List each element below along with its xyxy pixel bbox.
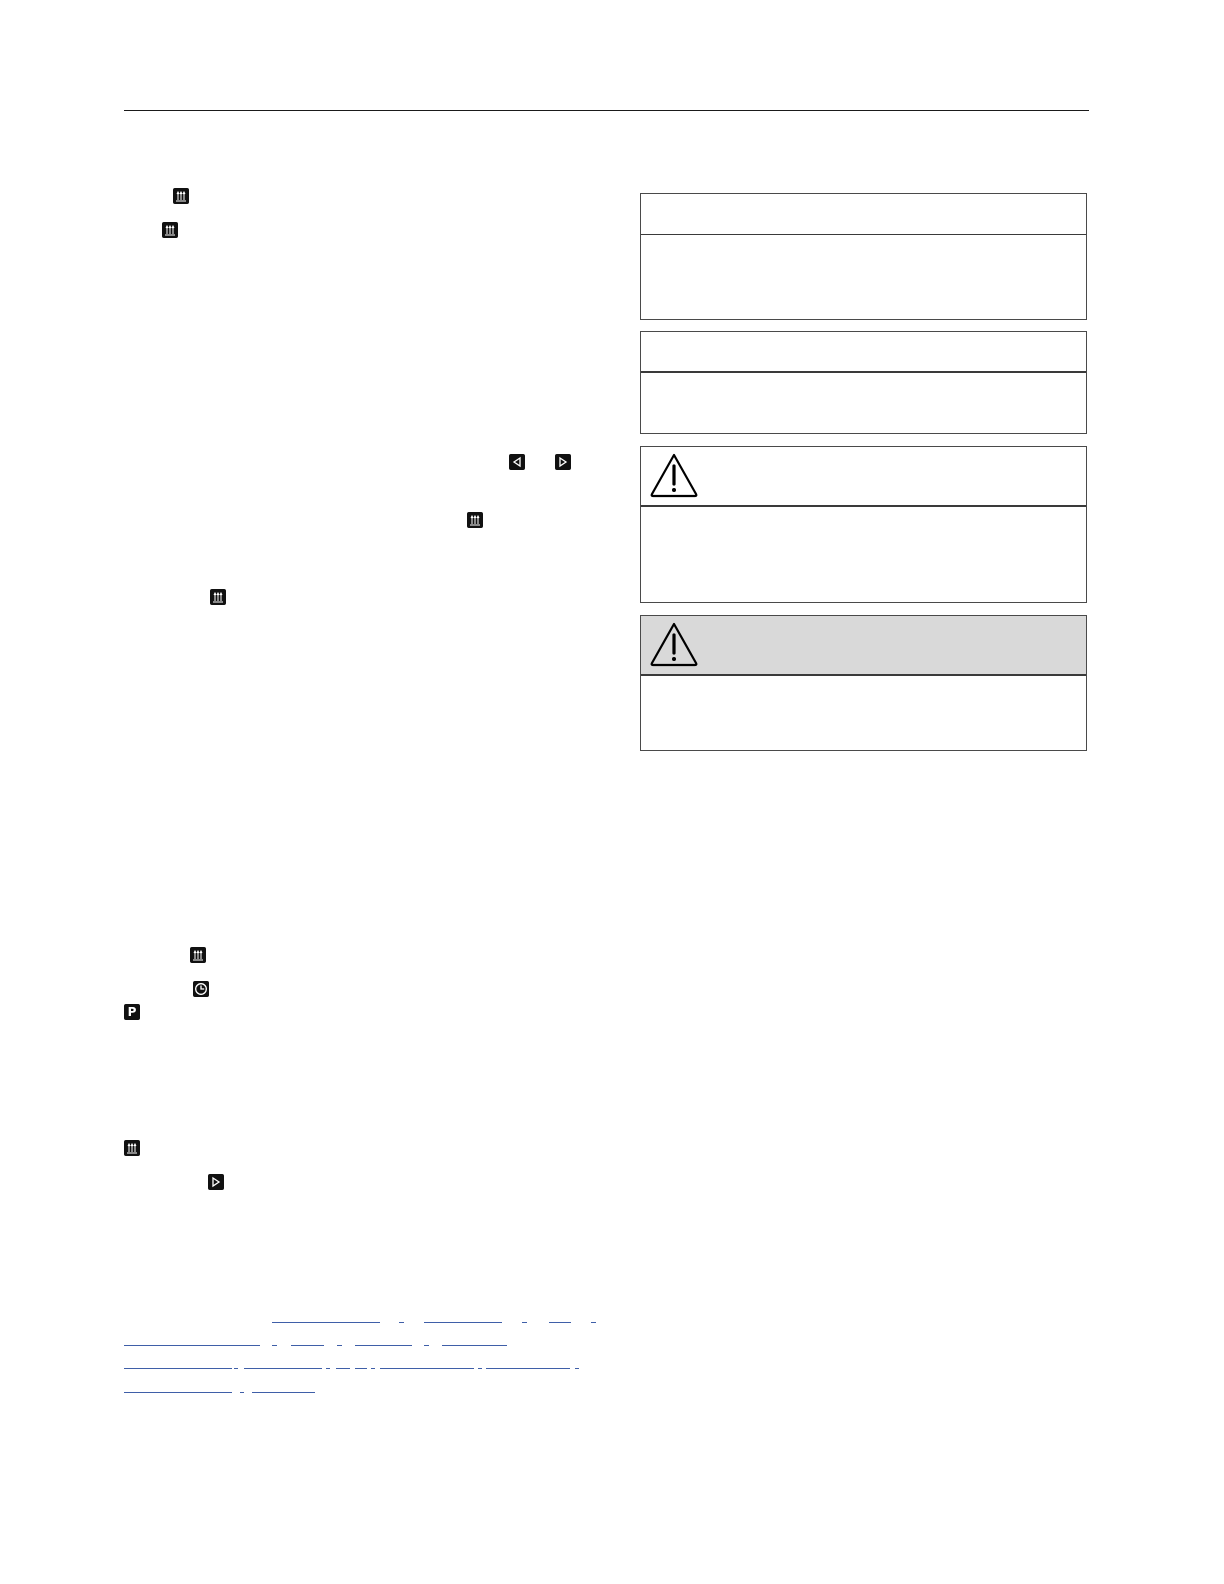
p-key-icon — [124, 1004, 140, 1020]
arrow-left-icon — [509, 454, 525, 470]
warning-triangle-icon — [649, 452, 699, 498]
arrow-right-icon — [208, 1174, 224, 1190]
link[interactable] — [424, 1322, 502, 1323]
link[interactable] — [272, 1345, 277, 1346]
link[interactable] — [252, 1392, 315, 1393]
header-rule — [124, 110, 1089, 111]
link[interactable] — [291, 1345, 324, 1346]
link[interactable] — [380, 1368, 474, 1369]
link[interactable] — [371, 1368, 375, 1369]
heat-tray-icon — [162, 222, 178, 238]
heat-tray-icon — [173, 188, 189, 204]
p-key-label: P — [127, 1005, 137, 1019]
link[interactable] — [124, 1345, 260, 1346]
link[interactable] — [478, 1368, 482, 1369]
note-box-2-header — [641, 332, 1086, 373]
link[interactable] — [124, 1368, 232, 1369]
note-box-1 — [640, 193, 1087, 320]
caution-box-header — [641, 447, 1086, 507]
link[interactable] — [591, 1322, 596, 1323]
link[interactable] — [336, 1368, 350, 1369]
link[interactable] — [522, 1322, 527, 1323]
warning-box-header — [641, 616, 1086, 676]
clock-icon — [193, 981, 209, 997]
caution-box — [640, 446, 1087, 603]
heat-tray-icon — [467, 512, 483, 528]
link[interactable] — [549, 1322, 571, 1323]
note-box-1-header — [641, 194, 1086, 235]
link[interactable] — [486, 1368, 570, 1369]
link[interactable] — [244, 1368, 322, 1369]
link[interactable] — [240, 1392, 244, 1393]
link[interactable] — [442, 1345, 507, 1346]
link[interactable] — [272, 1322, 380, 1323]
arrow-right-icon — [555, 454, 571, 470]
link[interactable] — [399, 1322, 404, 1323]
heat-tray-icon — [124, 1140, 140, 1156]
link[interactable] — [355, 1345, 412, 1346]
link[interactable] — [424, 1345, 429, 1346]
link[interactable] — [355, 1368, 367, 1369]
note-box-2 — [640, 331, 1087, 434]
link[interactable] — [124, 1392, 232, 1393]
link[interactable] — [326, 1368, 330, 1369]
link[interactable] — [234, 1368, 238, 1369]
heat-tray-icon — [210, 589, 226, 605]
link[interactable] — [575, 1368, 579, 1369]
warning-box — [640, 615, 1087, 751]
link[interactable] — [337, 1345, 342, 1346]
heat-tray-icon — [190, 947, 206, 963]
warning-triangle-icon — [649, 621, 699, 667]
